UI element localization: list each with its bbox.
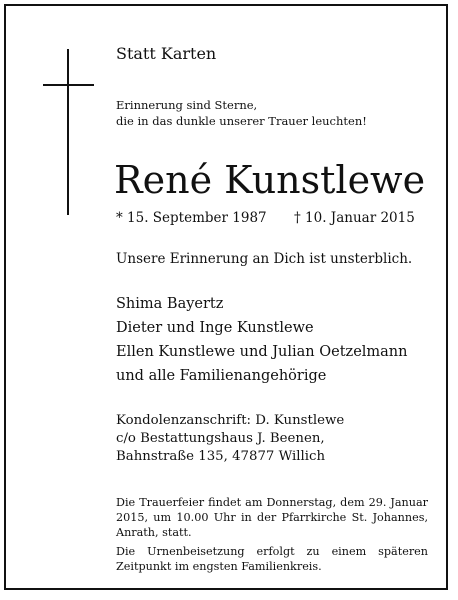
mourner-name: Dieter und Inge Kunstlewe (116, 320, 314, 336)
condolence-address (116, 412, 344, 466)
urn-notice: Die Urnenbeisetzung erfolgt zu einem späteren Zeitpunkt im engsten Familienkreis. (116, 545, 428, 573)
cross-icon (67, 49, 69, 215)
notice-heading: Statt Karten (116, 44, 217, 63)
mourner-name: Ellen Kunstlewe und Julian Oetzelmann (116, 344, 408, 360)
quote-line: Erinnerung sind Sterne, (116, 98, 258, 112)
cross-bar-icon (43, 84, 94, 86)
quote-block (116, 97, 367, 129)
address-line: Bahnstraße 135, 47877 Willich (116, 449, 326, 464)
memorial-line: Unsere Erinnerung an Dich ist unsterblich. (116, 251, 413, 267)
quote-line: die in das dunkle unserer Trauer leuchten! (116, 114, 367, 128)
mourner-name: und alle Familienangehörige (116, 368, 327, 384)
address-line: Kondolenzanschrift: D. Kunstlewe (116, 413, 345, 428)
death-date: † 10. Januar 2015 (294, 210, 415, 226)
mourners-list (116, 292, 407, 388)
mourner-name: Shima Bayertz (116, 296, 224, 312)
birth-date: * 15. September 1987 (116, 210, 267, 226)
address-line: c/o Bestattungshaus J. Beenen, (116, 431, 325, 446)
ceremony-notice: Die Trauerfeier findet am Donnerstag, dem 29. Januar 2015, um 10.00 Uhr in der Pfarrkirche St. Johannes, Anrath, statt. (116, 496, 428, 539)
deceased-name: René Kunstlewe (114, 158, 426, 202)
notice-frame (4, 4, 448, 590)
